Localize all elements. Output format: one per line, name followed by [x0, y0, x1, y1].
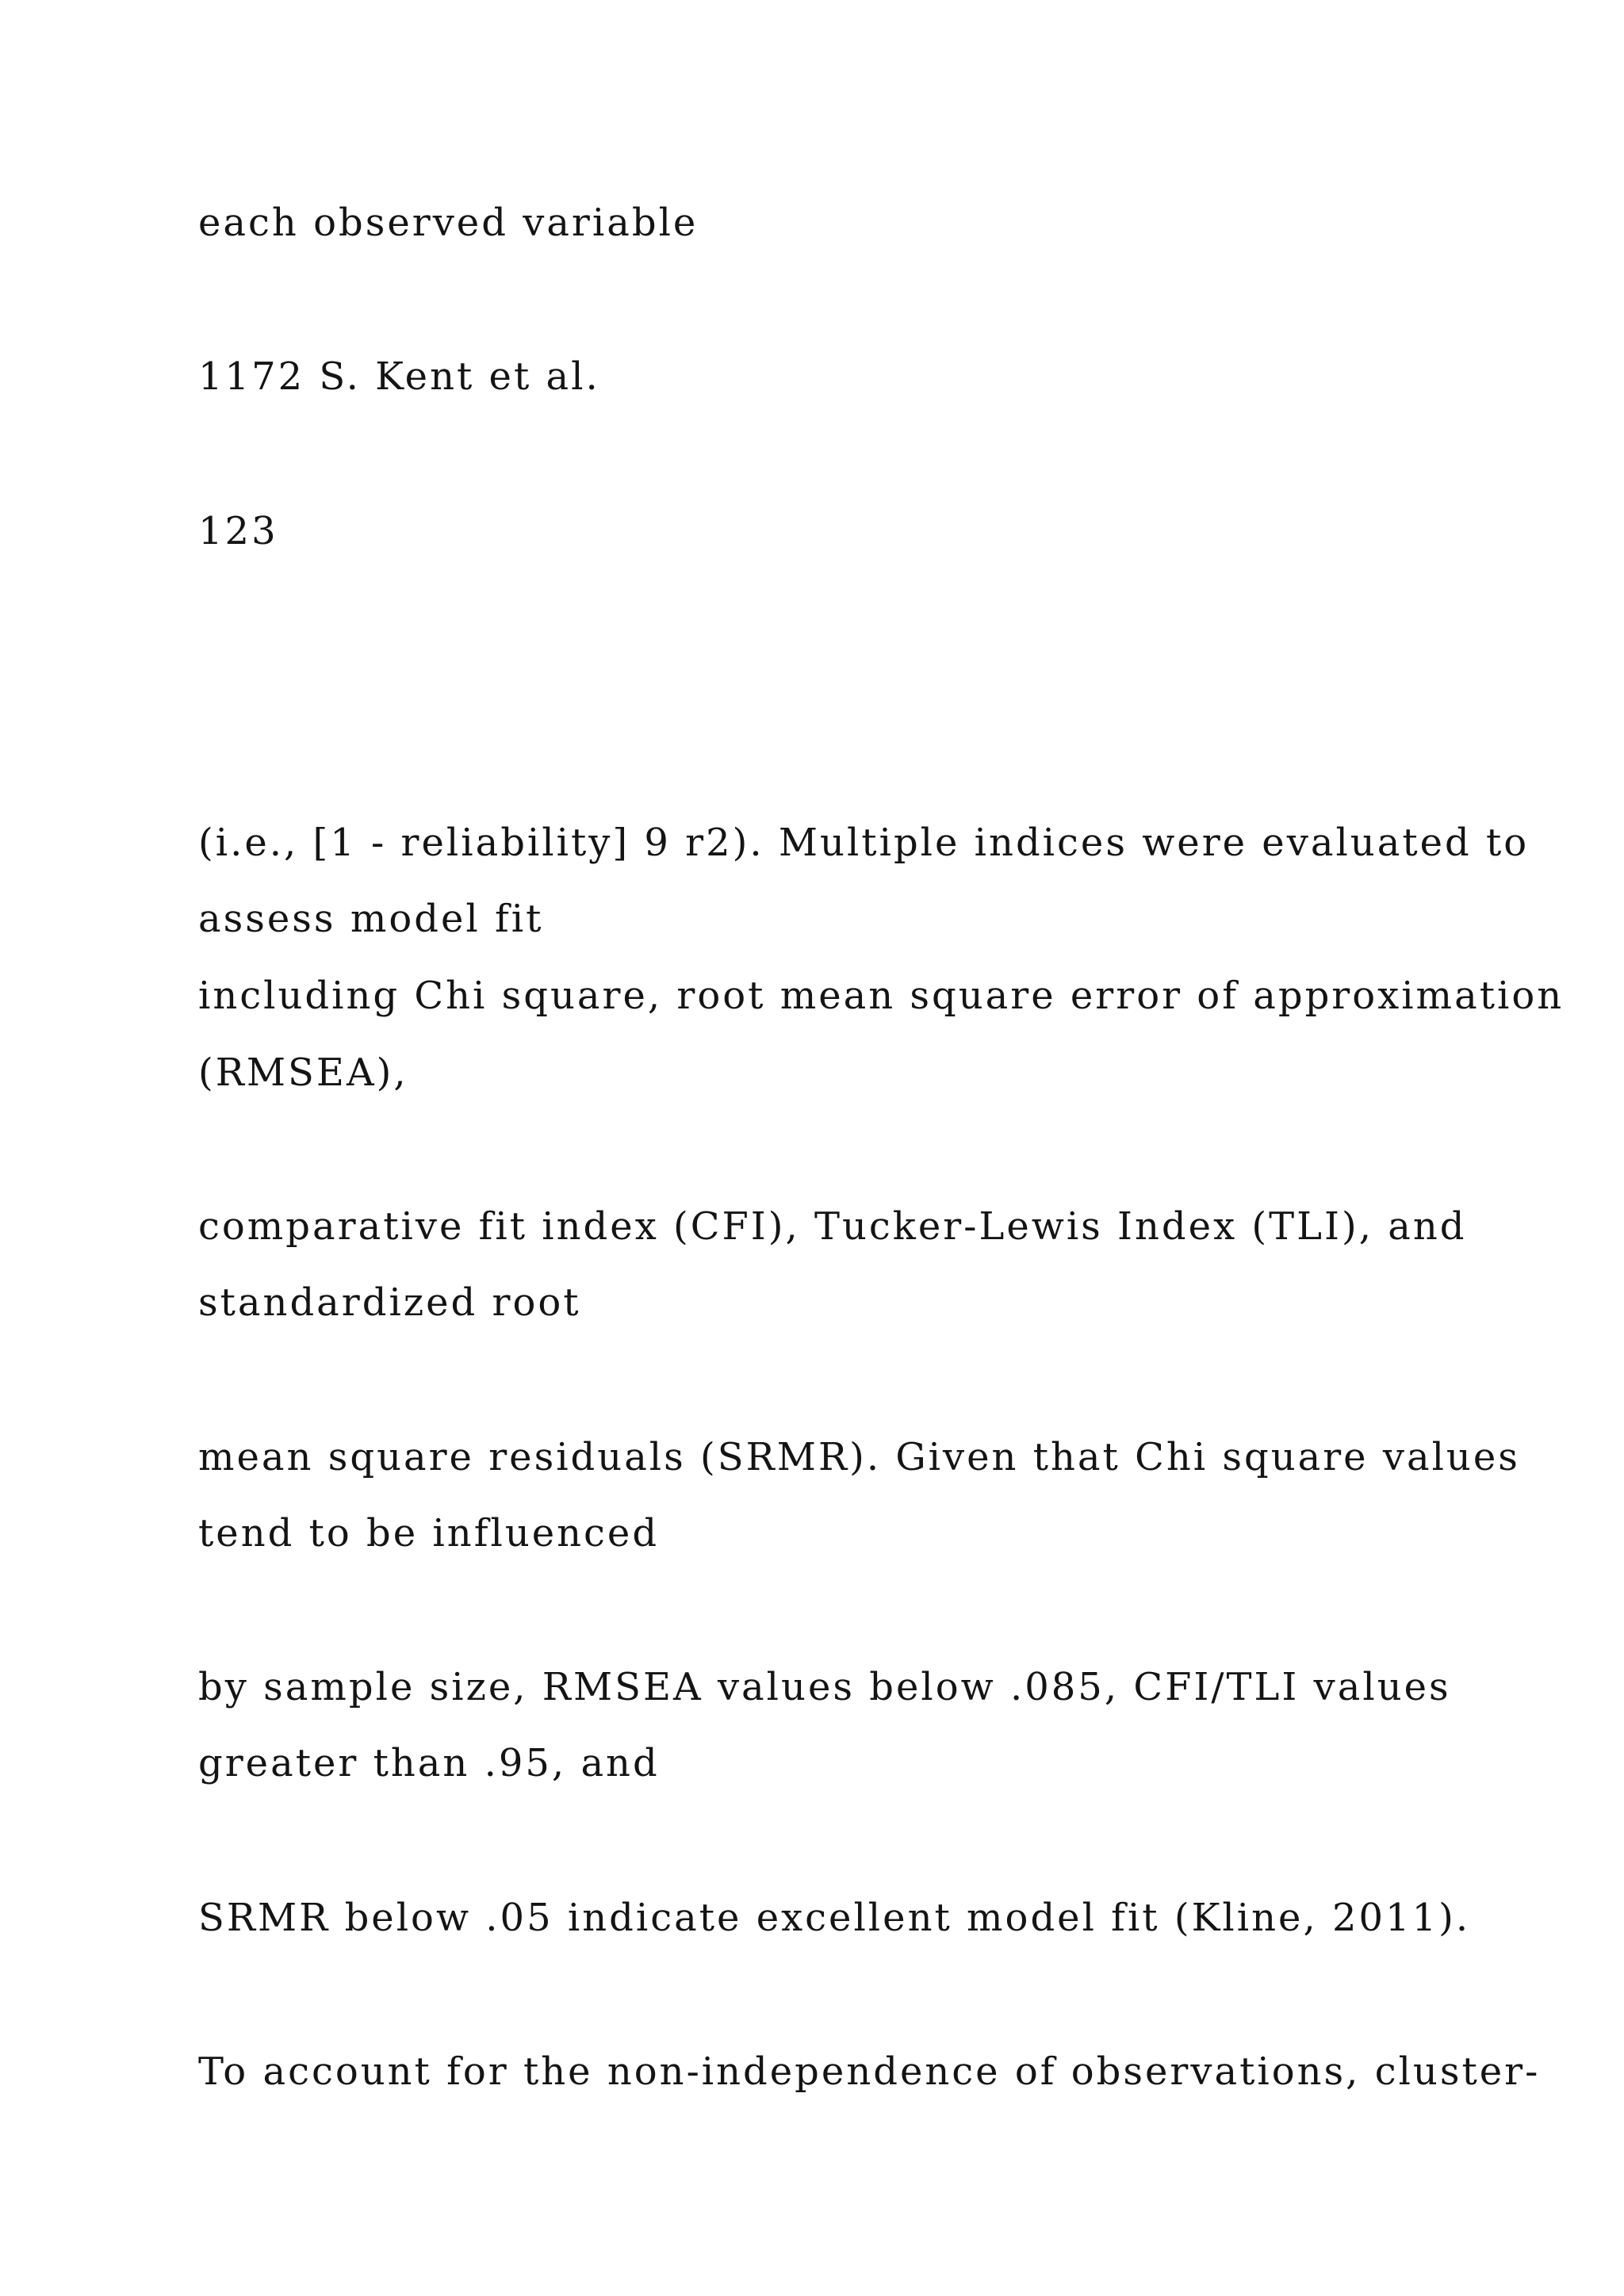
- paragraph-line: assess model fit: [198, 897, 544, 941]
- text-line-fragment: each observed variable: [198, 201, 699, 245]
- paragraph-line: by sample size, RMSEA values below .085, CFI/TLI values: [198, 1665, 1451, 1709]
- paragraph-line: mean square residuals (SRMR). Given that Chi square values: [198, 1435, 1520, 1479]
- paragraph-line: including Chi square, root mean square error of approximation: [198, 974, 1565, 1018]
- paragraph-line: (i.e., [1 - reliability] 9 r2). Multiple indices were evaluated to: [198, 821, 1530, 865]
- paragraph-line: To account for the non-independence of observations, cluster-: [198, 2049, 1541, 2094]
- paragraph-line: comparative fit index (CFI), Tucker-Lewis Index (TLI), and: [198, 1204, 1467, 1249]
- paragraph-line: SRMR below .05 indicate excellent model fit (Kline, 2011).: [198, 1896, 1471, 1940]
- paragraph-line: tend to be influenced: [198, 1511, 660, 1556]
- paragraph-line: standardized root: [198, 1280, 581, 1325]
- journal-volume: 123: [198, 509, 278, 553]
- running-header: 1172 S. Kent et al.: [198, 354, 600, 399]
- paragraph-line: greater than .95, and: [198, 1741, 660, 1785]
- paragraph-line: (RMSEA),: [198, 1050, 408, 1095]
